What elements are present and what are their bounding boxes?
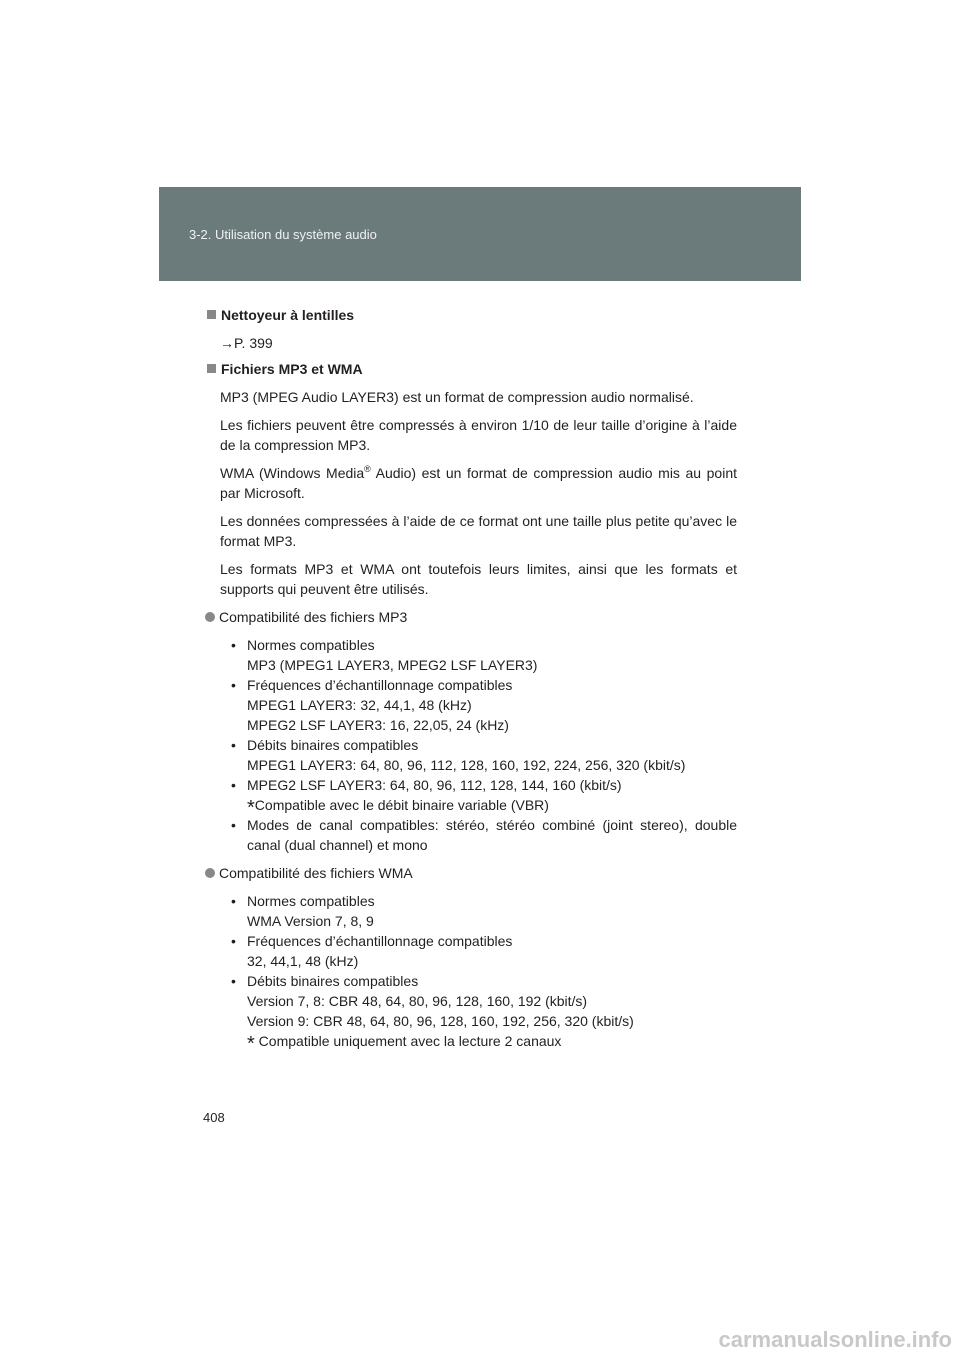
square-bullet-icon: [207, 364, 216, 373]
page-reference-link[interactable]: →P. 399: [220, 335, 273, 351]
bullet-icon: •: [231, 777, 236, 793]
paragraph-limits: Les formats MP3 et WMA ont toutefois leurs limites, ainsi que les formats et supports qui peuvent être utilisés.: [220, 561, 737, 597]
subheading-text: Compatibilité des fichiers WMA: [219, 865, 413, 881]
text: Audio) est un format de compression audio mis au point par Microsoft.: [220, 465, 737, 501]
list-item: [229, 931, 737, 971]
list-item: [229, 971, 737, 1055]
item-value: Version 9: CBR 48, 64, 80, 96, 128, 160, 192, 256, 320 (kbit/s): [247, 1013, 634, 1029]
wma-compatibility-list: [229, 891, 737, 1055]
item-value: 32, 44,1, 48 (kHz): [247, 953, 359, 969]
paragraph-size: Les données compressées à l’aide de ce format ont une taille plus petite qu’avec le format MP3.: [220, 513, 737, 549]
item-title: Fréquences d’échantillonnage compatibles: [247, 933, 513, 949]
paragraph-wma-definition: [220, 463, 737, 503]
list-item: [229, 775, 737, 819]
circle-bullet-icon: [205, 612, 215, 622]
heading-mp3-wma: [205, 359, 737, 379]
item-value: WMA Version 7, 8, 9: [247, 913, 374, 929]
list-item: [229, 815, 737, 855]
item-value: MP3 (MPEG1 LAYER3, MPEG2 LSF LAYER3): [247, 657, 538, 673]
item-value: MPEG1 LAYER3: 32, 44,1, 48 (kHz): [247, 697, 472, 713]
item-title: Normes compatibles: [247, 893, 375, 909]
heading-text: Nettoyeur à lentilles: [221, 307, 355, 323]
section-title: 3-2. Utilisation du système audio: [189, 227, 377, 242]
header-band: [159, 187, 801, 281]
list-item: [229, 891, 737, 931]
footnote-text: Compatible avec le débit binaire variable (VBR): [254, 797, 549, 813]
footnote: [247, 1031, 737, 1055]
item-title: Débits binaires compatibles: [247, 973, 419, 989]
item-value: Version 7, 8: CBR 48, 64, 80, 96, 128, 160, 192 (kbit/s): [247, 993, 588, 1009]
subheading-wma: [205, 863, 737, 883]
bullet-icon: •: [231, 893, 236, 909]
item-value: MPEG2 LSF LAYER3: 64, 80, 96, 112, 128, 144, 160 (kbit/s): [247, 777, 622, 793]
list-item: [229, 675, 737, 735]
item-title: Normes compatibles: [247, 637, 375, 653]
subheading-mp3: [205, 607, 737, 627]
paragraph-compression: Les fichiers peuvent être compressés à environ 1/10 de leur taille d’origine à l’aide de la compression MP3.: [220, 417, 737, 453]
bullet-icon: •: [231, 677, 236, 693]
item-value: MPEG1 LAYER3: 64, 80, 96, 112, 128, 160, 192, 224, 256, 320 (kbit/s): [247, 757, 686, 773]
heading-lens-cleaner: [205, 305, 737, 325]
registered-mark: ®: [364, 464, 371, 474]
page-content: [205, 305, 737, 1059]
mp3-compatibility-list: [229, 635, 737, 855]
item-title: Fréquences d’échantillonnage compatibles: [247, 677, 513, 693]
heading-text: Fichiers MP3 et WMA: [221, 361, 363, 377]
square-bullet-icon: [207, 310, 216, 319]
bullet-icon: •: [231, 737, 236, 753]
page-number: 408: [203, 1110, 225, 1125]
asterisk-icon: *: [247, 797, 255, 819]
item-value: MPEG2 LSF LAYER3: 16, 22,05, 24 (kHz): [247, 717, 509, 733]
footnote-text: Compatible uniquement avec la lecture 2 canaux: [254, 1033, 562, 1049]
asterisk-icon: *: [247, 1033, 255, 1055]
subheading-text: Compatibilité des fichiers MP3: [219, 609, 408, 625]
bullet-icon: •: [231, 637, 236, 653]
list-item: [229, 635, 737, 675]
item-title: Modes de canal compatibles: stéréo, stéréo combiné (joint stereo), double canal (dual channel) et mono: [247, 817, 737, 853]
list-item: [229, 735, 737, 775]
circle-bullet-icon: [205, 868, 215, 878]
bullet-icon: •: [231, 817, 236, 833]
item-title: Débits binaires compatibles: [247, 737, 419, 753]
text: WMA (Windows Media: [220, 465, 365, 481]
bullet-icon: •: [231, 933, 236, 949]
bullet-icon: •: [231, 973, 236, 989]
footnote: [247, 795, 737, 819]
watermark-logo: carmanualsonline.info: [718, 1327, 952, 1352]
paragraph-mp3-definition: MP3 (MPEG Audio LAYER3) est un format de compression audio normalisé.: [220, 389, 694, 405]
